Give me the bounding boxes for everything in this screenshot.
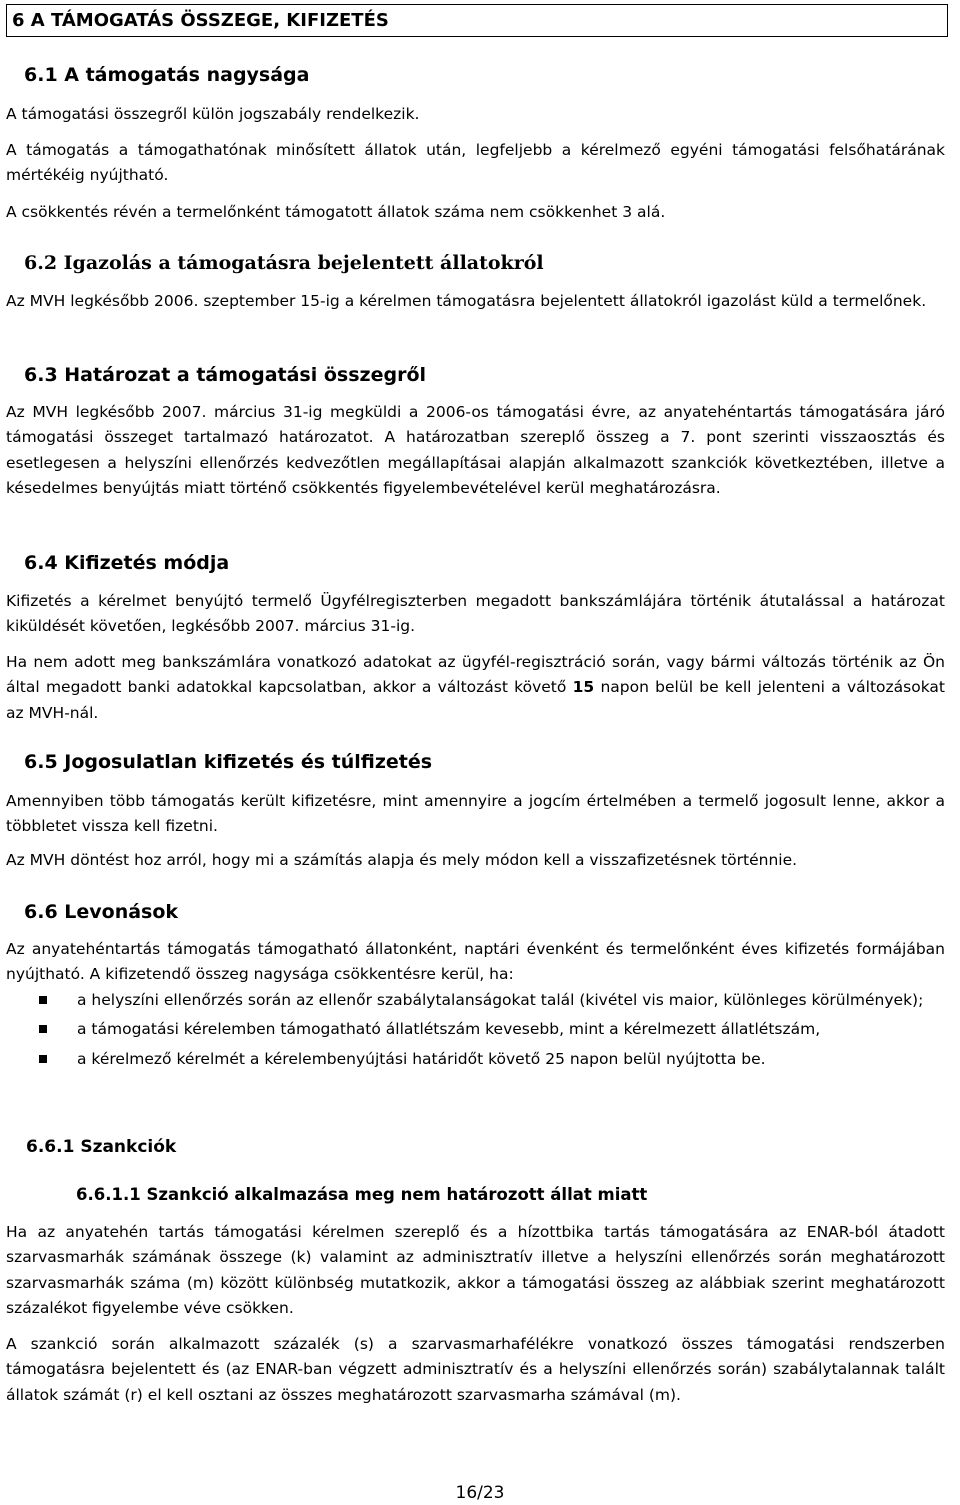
section-6-4-paragraph-1: Kifizetés a kérelmet benyújtó termelő Ügyfélregiszterben megadott bankszámlájára történik átutalással a határozat kiküldését követően, legkésőbb 2007. március 31-ig. [6,592,945,636]
section-6-1-paragraph-1: A támogatási összegről külön jogszabály rendelkezik. [6,105,420,123]
chapter-title: 6 A TÁMOGATÁS ÖSSZEGE, KIFIZETÉS [6,4,948,37]
section-6-6-paragraph-1: Az anyatehéntartás támogatás támogatható állatonként, naptári évenként és termelőnként éves kifizetés formájában nyújtható. A kifizetendő összeg nagysága csökkentésre kerül, ha: [6,940,945,984]
square-bullet-icon [39,1025,47,1033]
section-6-3-paragraph-1: Az MVH legkésőbb 2007. március 31-ig megküldi a 2006-os támogatási évre, az anyatehéntartás támogatására járó támogatási összeget tartalmazó határozatot. A határozatban szereplő összeg a 7. pont szerinti visszaosztás és esetlegesen a helyszíni ellenőrzés kedvezőtlen megállapításai alapján alkalmazott szankciók következtében, illetve a késedelmes benyújtás miatt történő csökkentés figyelembevételével kerül meghatározásra. [6,403,945,498]
section-6-6-1-1-heading: 6.6.1.1 Szankció alkalmazása meg nem határozott állat miatt [76,1185,648,1204]
section-6-4-paragraph-2 [6,650,945,726]
list-item [6,1017,945,1042]
page-number: 16/23 [455,1483,505,1503]
section-6-5-paragraph-2: Az MVH döntést hoz arról, hogy mi a számítás alapja és mely módon kell a visszafizetésnek történnie. [6,851,798,869]
section-6-6-1-1-paragraph-2: A szankció során alkalmazott százalék (s) a szarvasmarhafélékre vonatkozó összes támogatási rendszerben támogatásra bejelentett és (az ENAR-ban végzett adminisztratív és a helyszíni ellenőrzés során) szabálytalannak talált állatok számát (r) el kell osztani az összes meghatározott szarvasmarha számával (m). [6,1335,945,1404]
section-6-4-heading: 6.4 Kifizetés módja [24,552,230,574]
section-6-6-heading: 6.6 Levonások [24,901,179,923]
section-6-2-heading: 6.2 Igazolás a támogatásra bejelentett állatokról [24,252,544,274]
section-6-5-paragraph-1: Amennyiben több támogatás került kifizetésre, mint amennyire a jogcím értelmében a termelő jogosult lenne, akkor a többletet vissza kell fizetni. [6,792,945,836]
section-6-1-paragraph-2: A támogatás a támogathatónak minősített állatok után, legfeljebb a kérelmező egyéni támogatási felsőhatárának mértékéig nyújtható. [6,141,945,185]
section-6-5-heading: 6.5 Jogosulatlan kifizetés és túlfizetés [24,751,433,773]
reduction-conditions-list [6,988,945,1076]
square-bullet-icon [39,996,47,1004]
paragraph-text: napon belül be kell jelenteni a változásokat az MVH-nál. [6,678,945,722]
section-6-1-heading: 6.1 A támogatás nagysága [24,64,310,86]
paragraph-text: Ha nem adott meg bankszámlára vonatkozó adatokat az ügyfél-regisztráció során, vagy bármi változás történik az Ön által megadott banki adatokkal kapcsolatban, akkor a változást követő [6,653,945,697]
list-item-text: a helyszíni ellenőrzés során az ellenőr szabálytalanságokat talál (kivétel vis maior, különleges körülmények); [77,991,924,1009]
section-6-6-1-1-paragraph-1: Ha az anyatehén tartás támogatási kérelmen szereplő és a hízottbika tartás támogatására az ENAR-ból átadott szarvasmarhák számának összege (k) valamint az adminisztratív illetve a helyszíni ellenőrzés során meghatározott szarvasmarhák száma (m) között különbség mutatkozik, akkor a támogatási összeg az alábbiak szerint meghatározott százalékot figyelembe véve csökken. [6,1223,945,1318]
list-item-text: a kérelmező kérelmét a kérelembenyújtási határidőt követő 25 napon belül nyújtotta be. [77,1049,766,1068]
deadline-days: 15 [572,678,595,697]
list-item-text: a támogatási kérelemben támogatható állatlétszám kevesebb, mint a kérelmezett állatlétszám, [77,1020,821,1039]
section-6-2-paragraph-1: Az MVH legkésőbb 2006. szeptember 15-ig a kérelmen támogatásra bejelentett állatokról igazolást küld a termelőnek. [6,292,927,310]
list-item [6,1047,945,1072]
section-6-3-heading: 6.3 Határozat a támogatási összegről [24,364,427,386]
section-6-6-1-heading: 6.6.1 Szankciók [26,1137,177,1157]
square-bullet-icon [39,1055,47,1063]
list-item [6,988,945,1013]
section-6-1-paragraph-3: A csökkentés révén a termelőnként támogatott állatok száma nem csökkenhet 3 alá. [6,203,666,221]
